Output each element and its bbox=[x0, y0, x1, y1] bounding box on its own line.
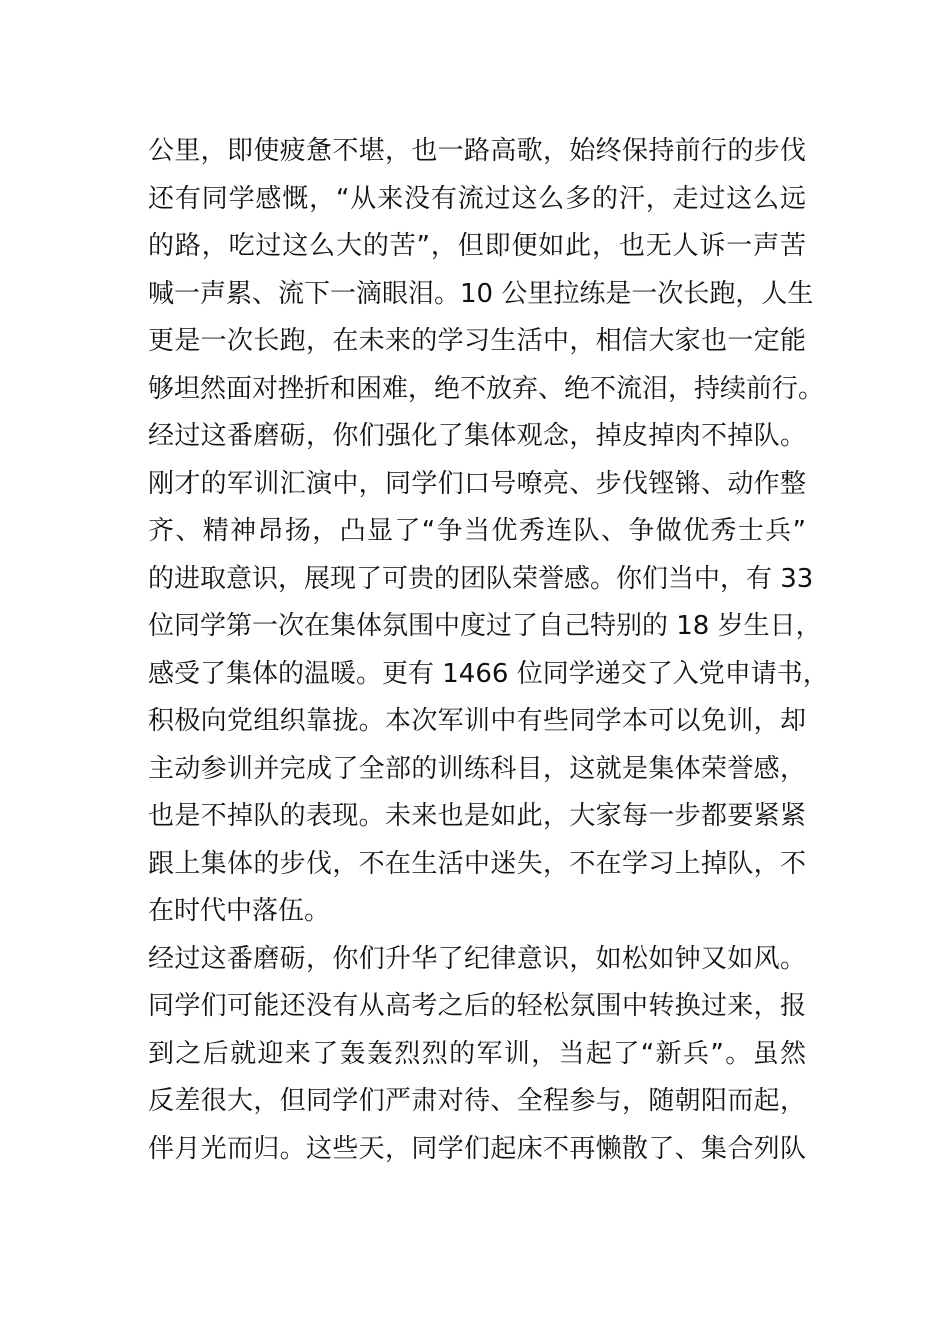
text-line: 在时代中落伍。 bbox=[148, 896, 331, 926]
text-line: 够坦然面对挫折和困难，绝不放弃、绝不流泪，持续前行。 bbox=[148, 373, 825, 404]
text-line: 跟上集体的步伐，不在生活中迷失，不在学习上掉队，不 bbox=[148, 848, 806, 879]
text-line: 喊一声累、流下一滴眼泪。10 公里拉练是一次长跑，人生 bbox=[148, 278, 814, 309]
text-line: 经过这番磨砺，你们强化了集体观念，掉皮掉肉不掉队。 bbox=[148, 421, 806, 451]
text-line: 积极向党组织靠拢。本次军训中有些同学本可以免训，却 bbox=[148, 706, 806, 736]
text-line: 的进取意识，展现了可贵的团队荣誉感。你们当中，有 33 bbox=[148, 563, 814, 594]
text-line: 到之后就迎来了轰轰烈烈的军训，当起了“新兵”。虽然 bbox=[148, 1038, 806, 1069]
text-line: 同学们可能还没有从高考之后的轻松氛围中转换过来，报 bbox=[148, 991, 806, 1021]
text-line: 反差很大，但同学们严肃对待、全程参与，随朝阳而起， bbox=[148, 1086, 806, 1116]
text-line: 伴月光而归。这些天，同学们起床不再懒散了、集合列队 bbox=[148, 1133, 806, 1164]
text-line: 经过这番磨砺，你们升华了纪律意识，如松如钟又如风。 bbox=[148, 943, 806, 974]
text-line: 刚才的军训汇演中，同学们口号嘹亮、步伐铿锵、动作整 bbox=[148, 468, 806, 499]
text-line: 主动参训并完成了全部的训练科目，这就是集体荣誉感， bbox=[148, 753, 806, 784]
text-line: 感受了集体的温暖。更有 1466 位同学递交了入党申请书， bbox=[148, 658, 829, 689]
text-line: 也是不掉队的表现。未来也是如此，大家每一步都要紧紧 bbox=[148, 801, 806, 831]
text-line: 的路，吃过这么大的苦”，但即便如此，也无人诉一声苦 bbox=[148, 231, 806, 261]
text-line: 还有同学感慨，“从来没有流过这么多的汗，走过这么远 bbox=[148, 183, 806, 214]
document-page bbox=[148, 128, 829, 1173]
text-line: 齐、精神昂扬，凸显了“争当优秀连队、争做优秀士兵” bbox=[148, 516, 806, 546]
text-line: 更是一次长跑，在未来的学习生活中，相信大家也一定能 bbox=[148, 326, 806, 356]
text-line: 公里，即使疲惫不堪，也一路高歌，始终保持前行的步伐 bbox=[148, 136, 806, 166]
text-line: 位同学第一次在集体氛围中度过了自己特别的 18 岁生日， bbox=[148, 611, 822, 641]
